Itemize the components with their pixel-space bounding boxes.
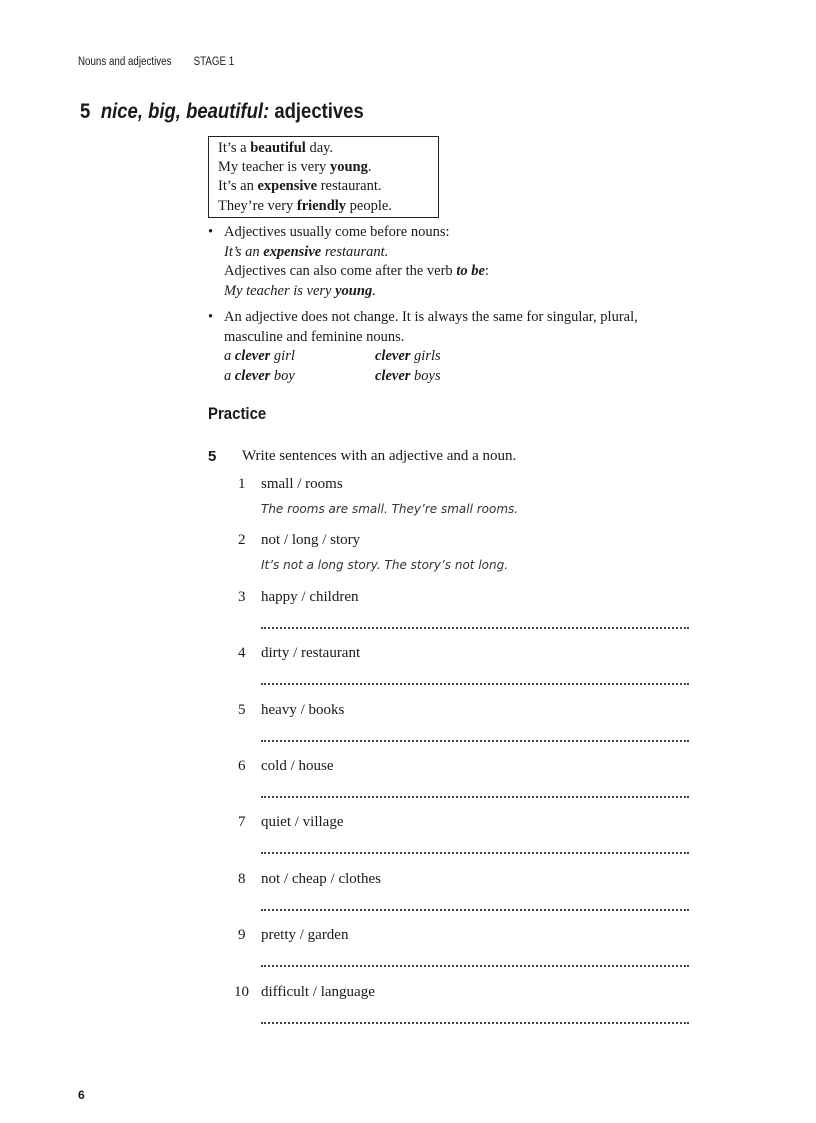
exercise-item: 4 dirty / restaurant <box>238 645 698 701</box>
rule-example-row: a clever girl clever girls <box>224 348 441 364</box>
exercise-item: 2 not / long / story It’s not a long story. The story’s not long. <box>238 532 509 573</box>
rule-text: masculine and feminine nouns. <box>224 328 405 345</box>
bullet-icon: • <box>208 224 214 240</box>
exercise-item: 8 not / cheap / clothes <box>238 871 698 927</box>
bullet-icon: • <box>208 309 214 325</box>
rule-example-row: a clever boy clever boys <box>224 367 441 384</box>
rule-example: My teacher is very young. <box>224 282 376 299</box>
answer-line[interactable] <box>261 627 689 629</box>
example-box <box>208 136 439 218</box>
title-number: 5 <box>80 100 91 123</box>
answer-line[interactable] <box>261 852 689 854</box>
item-prompt: not / long / story <box>261 532 361 549</box>
example-line: My teacher is very young. <box>218 159 372 176</box>
exercise-item: 5 heavy / books <box>238 702 698 758</box>
rule-text: Adjectives can also come after the verb to be: <box>224 263 489 279</box>
page-number: 6 <box>78 1088 85 1102</box>
exercise-item: 9 pretty / garden <box>238 927 698 983</box>
exercise-instruction: Write sentences with an adjective and a noun. <box>242 448 517 464</box>
example-line: They’re very friendly people. <box>218 197 392 214</box>
exercise-item: 7 quiet / village <box>238 814 698 870</box>
rule-item <box>208 223 728 301</box>
example-line: It’s an expensive restaurant. <box>218 178 382 195</box>
header-stage: STAGE 1 <box>193 56 235 68</box>
item-prompt: pretty / garden <box>261 927 349 944</box>
example-line: It’s a beautiful day. <box>218 140 334 156</box>
item-answer: It’s not a long story. The story’s not long. <box>261 558 509 573</box>
title-italic: nice, big, beautiful: <box>100 100 270 123</box>
answer-line[interactable] <box>261 965 689 967</box>
exercise-item: 6 cold / house <box>238 758 698 814</box>
rule-item <box>208 308 728 386</box>
header-section: Nouns and adjectives <box>78 56 172 68</box>
rule-example: It’s an expensive restaurant. <box>224 243 389 260</box>
practice-heading: Practice <box>208 404 267 423</box>
item-prompt: not / cheap / clothes <box>261 870 381 887</box>
answer-line[interactable] <box>261 683 689 685</box>
grammar-rules <box>208 223 728 393</box>
running-header <box>78 56 234 68</box>
item-prompt: cold / house <box>261 757 334 774</box>
exercise-item: 3 happy / children <box>238 589 698 645</box>
item-prompt: difficult / language <box>261 983 375 1000</box>
exercise-items <box>234 476 698 1040</box>
rule-text: An adjective does not change. It is always the same for singular, plural, <box>224 309 638 325</box>
item-prompt: heavy / books <box>261 701 345 718</box>
title-rest: adjectives <box>269 100 364 123</box>
rule-text: Adjectives usually come before nouns: <box>224 224 450 240</box>
answer-line[interactable] <box>261 796 689 798</box>
item-prompt: small / rooms <box>261 476 343 492</box>
item-prompt: dirty / restaurant <box>261 645 361 662</box>
item-answer: The rooms are small. They’re small rooms. <box>261 502 519 516</box>
page-title <box>80 100 364 124</box>
exercise-number: 5 <box>208 448 217 465</box>
exercise-item: 1 small / rooms The rooms are small. They’re small rooms. <box>238 476 519 516</box>
answer-line[interactable] <box>261 909 689 911</box>
item-prompt: quiet / village <box>261 814 344 831</box>
answer-line[interactable] <box>261 1022 689 1024</box>
exercise-item: 10 difficult / language <box>238 984 698 1040</box>
item-prompt: happy / children <box>261 588 359 605</box>
answer-line[interactable] <box>261 740 689 742</box>
